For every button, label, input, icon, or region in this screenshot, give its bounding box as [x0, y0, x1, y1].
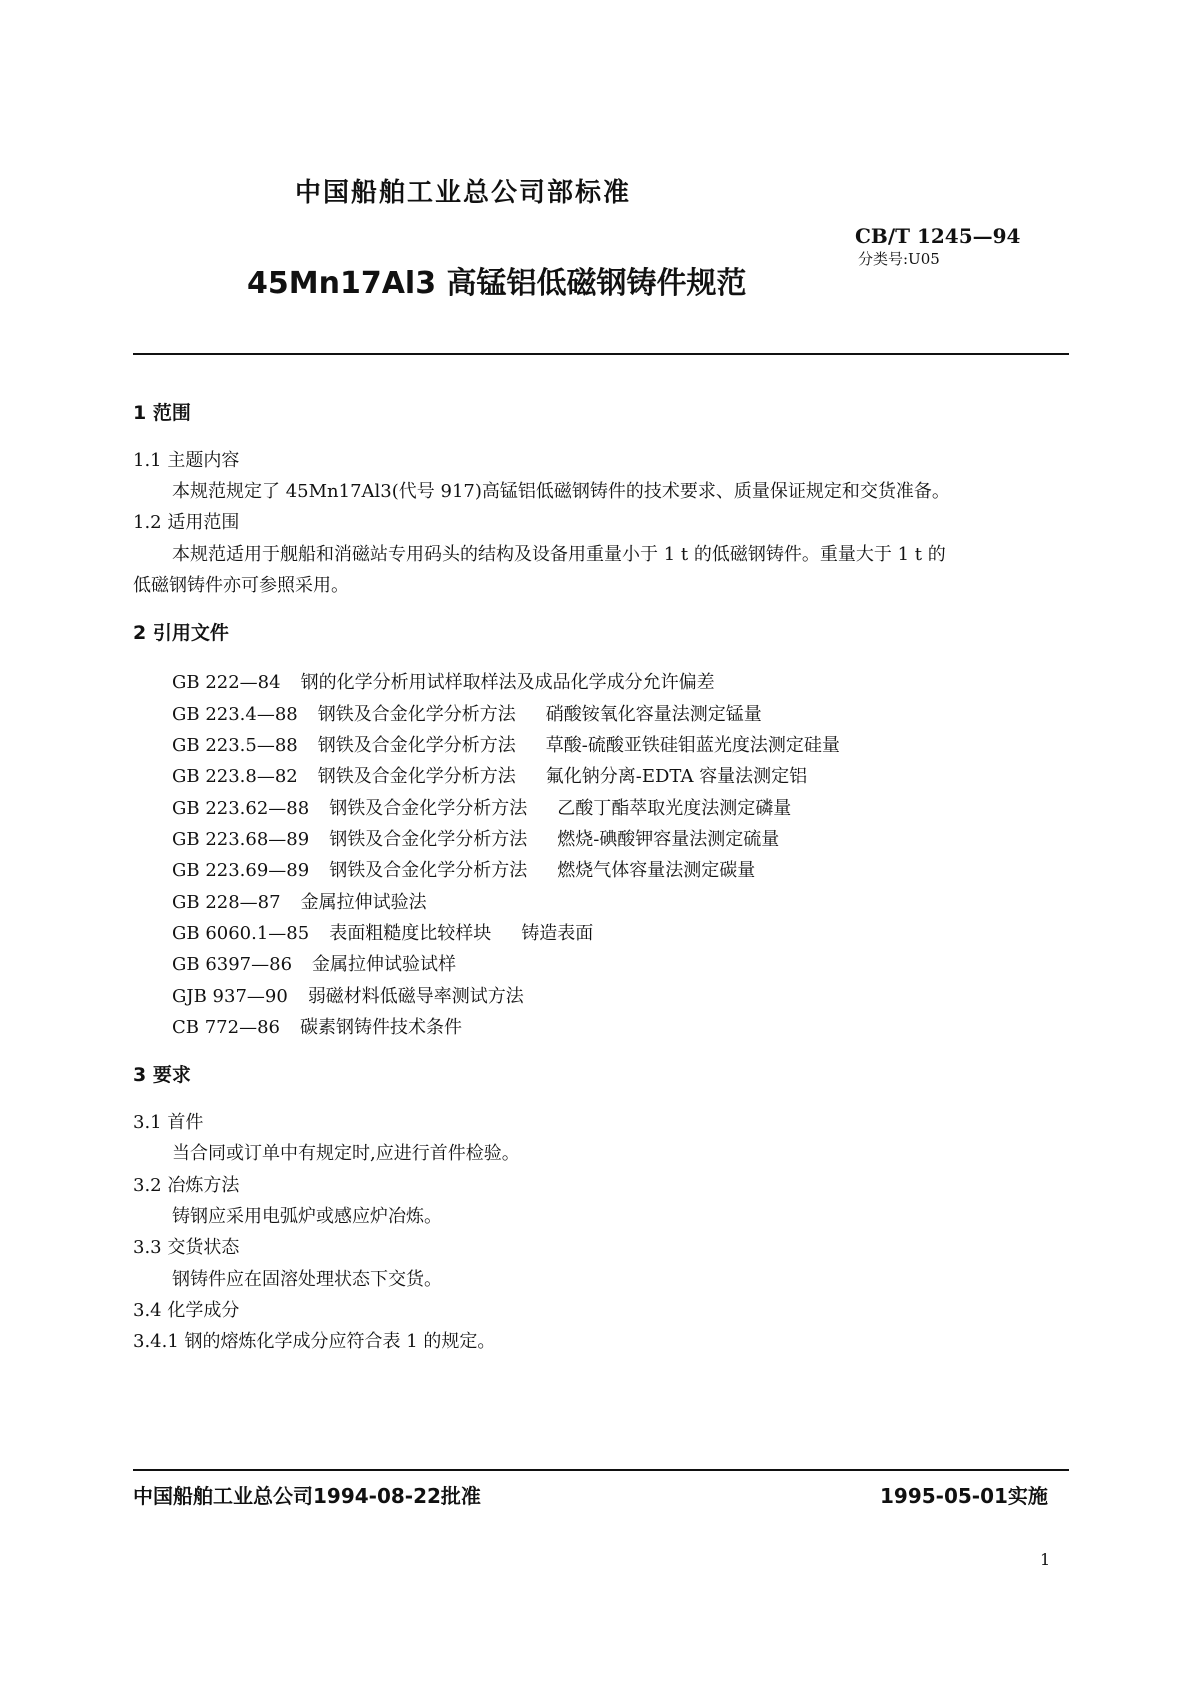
reference-method: 铸造表面	[521, 923, 594, 944]
reference-title: 金属拉伸试验法	[300, 892, 427, 913]
reference-code: GB 223.69—89	[172, 860, 310, 881]
reference-method: 燃烧-碘酸钾容量法测定硫量	[557, 829, 780, 850]
reference-code: GB 223.68—89	[172, 829, 310, 850]
reference-code: GB 228—87	[172, 892, 281, 913]
reference-item	[172, 762, 807, 788]
reference-code: GJB 937—90	[172, 986, 288, 1007]
reference-title: 碳素钢铸件技术条件	[299, 1017, 462, 1038]
reference-code: GB 222—84	[172, 672, 281, 693]
section-2-heading: 2 引用文件	[133, 622, 229, 644]
reference-code: GB 223.62—88	[172, 798, 310, 819]
reference-title: 钢铁及合金化学分析方法	[317, 766, 516, 787]
reference-item	[172, 919, 593, 945]
reference-title: 钢铁及合金化学分析方法	[329, 829, 528, 850]
section-3-2-heading: 3.2 冶炼方法	[133, 1175, 240, 1196]
reference-method: 草酸-硫酸亚铁硅钼蓝光度法测定硅量	[545, 735, 840, 756]
section-1-2-text-continued: 低磁钢铸件亦可参照采用。	[133, 575, 349, 596]
reference-item	[172, 982, 524, 1008]
section-3-2-text: 铸钢应采用电弧炉或感应炉冶炼。	[172, 1206, 442, 1227]
classification-number: 分类号:U05	[858, 250, 940, 268]
section-3-3-text: 钢铸件应在固溶处理状态下交货。	[172, 1269, 442, 1290]
footer-divider	[133, 1469, 1069, 1471]
standard-number: CB/T 1245—94	[855, 224, 1021, 248]
reference-title: 钢铁及合金化学分析方法	[317, 735, 516, 756]
reference-method: 乙酸丁酯萃取光度法测定磷量	[557, 798, 792, 819]
reference-code: GB 6060.1—85	[172, 923, 310, 944]
reference-title: 钢铁及合金化学分析方法	[329, 860, 528, 881]
section-3-heading: 3 要求	[133, 1064, 191, 1086]
reference-code: GB 223.4—88	[172, 704, 298, 725]
reference-title: 钢铁及合金化学分析方法	[317, 704, 516, 725]
approval-line: 中国船舶工业总公司1994-08-22批准	[133, 1484, 481, 1508]
section-1-heading: 1 范围	[133, 402, 191, 424]
reference-code: CB 772—86	[172, 1017, 280, 1038]
reference-item	[172, 856, 755, 882]
section-3-4-heading: 3.4 化学成分	[133, 1300, 240, 1321]
reference-title: 钢的化学分析用试样取样法及成品化学成分允许偏差	[300, 672, 715, 693]
reference-code: GB 6397—86	[172, 954, 293, 975]
header-divider	[133, 353, 1069, 355]
reference-title: 表面粗糙度比较样块	[329, 923, 492, 944]
section-3-3-heading: 3.3 交货状态	[133, 1237, 240, 1258]
reference-item	[172, 700, 762, 726]
reference-item	[172, 950, 456, 976]
section-3-1-heading: 3.1 首件	[133, 1112, 204, 1133]
document-title: 45Mn17Al3 高锰铝低磁钢铸件规范	[247, 266, 747, 301]
implementation-date: 1995-05-01实施	[880, 1484, 1048, 1508]
reference-method: 燃烧气体容量法测定碳量	[557, 860, 756, 881]
issuer-heading: 中国船舶工业总公司部标准	[295, 178, 632, 208]
reference-item	[172, 1013, 462, 1039]
section-1-1-text: 本规范规定了 45Mn17Al3(代号 917)高锰铝低磁钢铸件的技术要求、质量保证规定和交货准备。	[172, 481, 950, 502]
section-1-1-heading: 1.1 主题内容	[133, 450, 240, 471]
page-number: 1	[1040, 1550, 1051, 1569]
reference-title: 钢铁及合金化学分析方法	[329, 798, 528, 819]
reference-item	[172, 794, 791, 820]
section-3-1-text: 当合同或订单中有规定时,应进行首件检验。	[172, 1143, 520, 1164]
section-1-2-text: 本规范适用于舰船和消磁站专用码头的结构及设备用重量小于 1 t 的低磁钢铸件。重量大于 1 t 的	[172, 544, 946, 565]
reference-item	[172, 825, 779, 851]
reference-code: GB 223.5—88	[172, 735, 298, 756]
reference-title: 弱磁材料低磁导率测试方法	[307, 986, 524, 1007]
reference-item	[172, 668, 715, 694]
reference-title: 金属拉伸试验试样	[312, 954, 457, 975]
reference-item	[172, 731, 840, 757]
reference-item	[172, 888, 427, 914]
reference-method: 氟化钠分离-EDTA 容量法测定铝	[545, 766, 808, 787]
section-3-4-1-text: 3.4.1 钢的熔炼化学成分应符合表 1 的规定。	[133, 1331, 496, 1352]
reference-method: 硝酸铵氧化容量法测定锰量	[545, 704, 762, 725]
section-1-2-heading: 1.2 适用范围	[133, 512, 240, 533]
reference-code: GB 223.8—82	[172, 766, 298, 787]
